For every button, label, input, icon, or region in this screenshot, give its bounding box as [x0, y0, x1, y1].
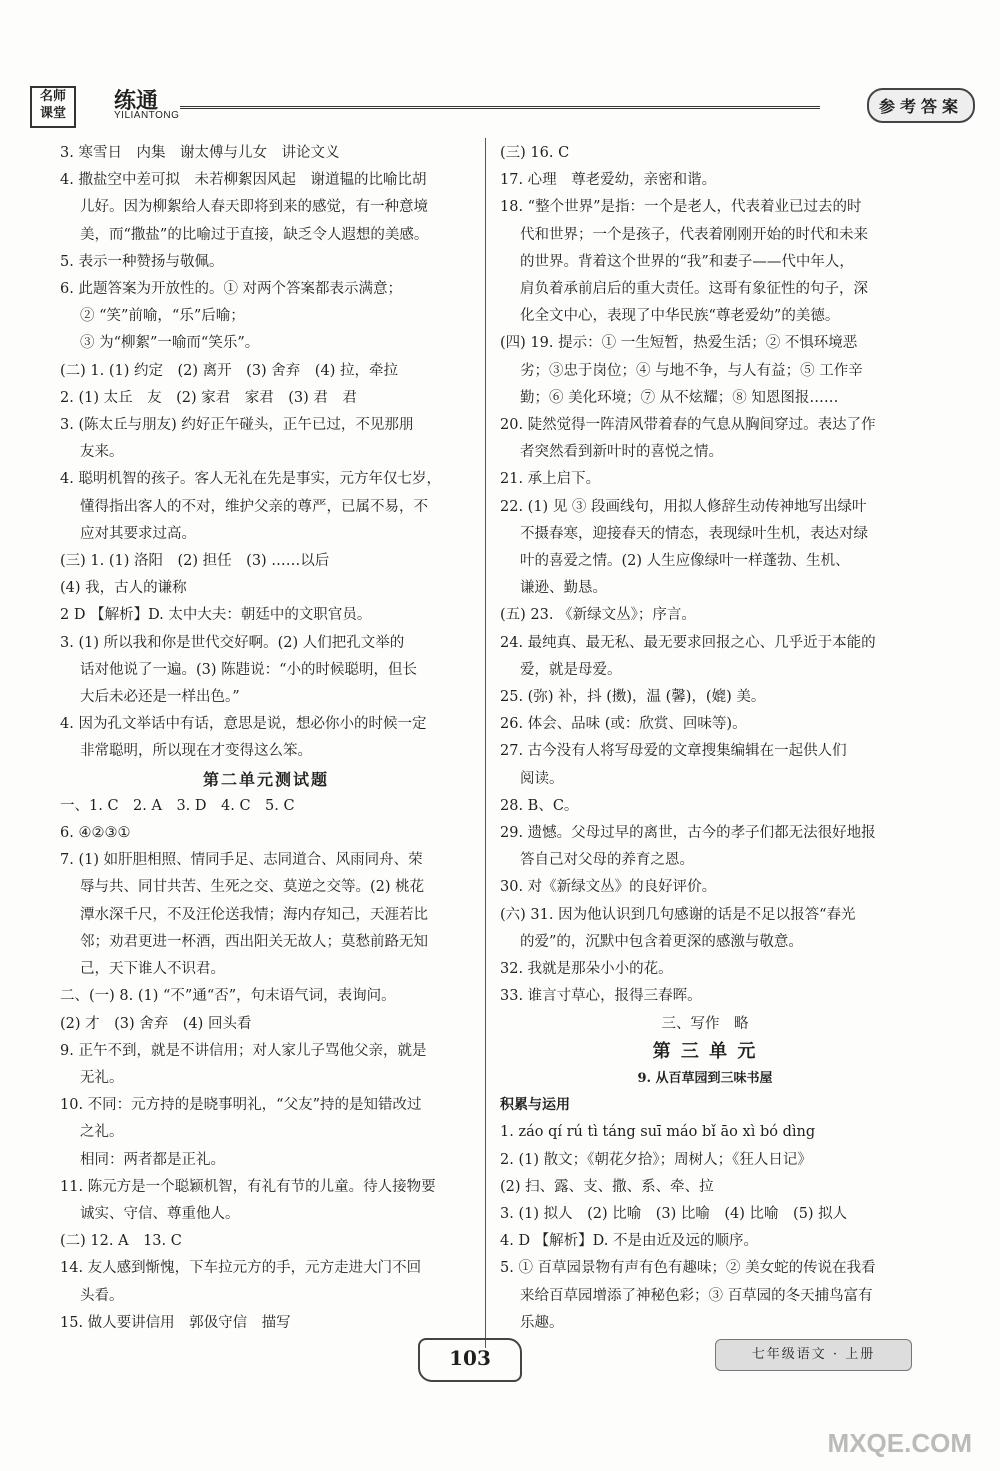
answer-line: 5. ① 百草园景物有声有色有趣味；② 美女蛇的传说在我看: [500, 1260, 876, 1277]
answer-line: 3. (1) 所以我和你是世代交好啊。(2) 人们把孔文举的: [60, 634, 405, 651]
logo-bottom: 课堂: [39, 106, 66, 121]
answer-line: 谦逊、勤恳。: [520, 580, 607, 597]
answer-line: 1. záo qí rú tì táng suī máo bǐ āo xì bó dìng: [500, 1124, 816, 1141]
answer-line: 化全文中心，表现了中华民族“尊老爱幼”的美德。: [520, 308, 840, 325]
answer-line: 2 D 【解析】D. 太中大夫：朝廷中的文职官员。: [60, 607, 372, 624]
answer-line: 3. 寒雪日 内集 谢太傅与儿女 讲论文义: [60, 145, 340, 161]
answer-line: 3. (陈太丘与朋友) 约好正午碰头，正午已过，不见那朋: [60, 417, 414, 434]
answer-line: 大后未必还是一样出色。”: [80, 689, 240, 706]
site-watermark: MXQE.COM: [827, 1428, 972, 1458]
right-answers: [500, 140, 910, 1011]
answer-line: 21. 承上启下。: [500, 471, 601, 488]
answer-line: 肩负着承前启后的重大责任。这哥有象征性的句子，深: [520, 281, 868, 298]
answer-line: 阅读。: [520, 770, 564, 787]
answer-line: 答自己对父母的养育之恩。: [520, 852, 694, 869]
answer-line: (五) 23. 《新绿文丛》；序言。: [500, 607, 696, 624]
answer-line: 4. 聪明机智的孩子。客人无礼在先是事实，元方年仅七岁，: [60, 471, 441, 488]
answer-line: 6. 此题答案为开放性的。① 对两个答案都表示满意；: [60, 281, 403, 298]
answer-badge: 参考答案: [867, 88, 975, 123]
lesson-title: 9. 从百草园到三味书屋: [637, 1070, 773, 1086]
right-column: [500, 140, 910, 1337]
column-divider: [485, 138, 486, 1348]
answer-line: 者突然看到新叶时的喜悦之情。: [520, 444, 723, 461]
left-column: [60, 140, 472, 1337]
unit-three-heading: 第 三 单 元: [652, 1040, 758, 1062]
answer-line: 二、(一) 8. (1) “不”通“否”，句末语气词，表询问。: [60, 988, 396, 1005]
right-lesson-answers: [500, 1119, 910, 1337]
brand-name: 练通: [114, 88, 159, 114]
answer-line: 一、1. C 2. A 3. D 4. C 5. C: [60, 797, 295, 814]
answer-line: 2. (1) 太丘 友 (2) 家君 家君 (3) 君 君: [60, 389, 357, 406]
answer-line: 应对其要求过高。: [80, 525, 196, 542]
answer-line: 10. 不同：元方持的是晓事明礼，“父友”持的是知错改过: [60, 1097, 422, 1114]
answer-line: 7. (1) 如肝胆相照、情同手足、志同道合、风雨同舟、荣: [60, 852, 423, 869]
answer-line: 20. 陡然觉得一阵清风带着春的气息从胸间穿过。表达了作: [500, 417, 876, 434]
section-label: 积累与运用: [500, 1097, 570, 1114]
answer-line: 儿好。因为柳絮给人春天即将到来的感觉，有一种意境: [80, 199, 428, 216]
answer-line: 无礼。: [80, 1069, 124, 1086]
answer-line: 不摄春寒，迎接春天的情态，表现绿叶生机，表达对绿: [520, 525, 868, 542]
answer-line: 友来。: [80, 444, 124, 461]
answer-line: (二) 12. A 13. C: [60, 1233, 182, 1250]
answer-line: 己，天下谁人不识君。: [80, 961, 225, 978]
answer-line: 懂得指出客人的不对，维护父亲的尊严，已属不易，不: [80, 498, 428, 515]
answer-line: 25. (弥) 补，抖 (擞)，温 (馨)，(媲) 美。: [500, 689, 766, 706]
answer-line: 5. 表示一种赞扬与敬佩。: [60, 253, 224, 270]
answer-line: 话对他说了一遍。(3) 陈韪说：“小的时候聪明，但长: [80, 661, 418, 678]
header-rule: [180, 106, 820, 109]
answer-line: 辱与共、同甘共苦、生死之交、莫逆之交等。(2) 桃花: [80, 879, 425, 896]
answer-line: 22. (1) 见 ③ 段画线句，用拟人修辞生动传神地写出绿叶: [500, 498, 867, 515]
answer-line: (2) 才 (3) 舍弃 (4) 回头看: [60, 1015, 252, 1032]
answer-line: 32. 我就是那朵小小的花。: [500, 961, 673, 978]
answer-line: 27. 古今没有人将写母爱的文章搜集编辑在一起供人们: [500, 743, 847, 760]
answer-line: ② “笑”前喻，“乐”后喻；: [80, 308, 245, 325]
page-number: 103: [418, 1338, 522, 1382]
answer-line: 4. 撒盐空中差可拟 未若柳絮因风起 谢道韫的比喻比胡: [60, 172, 427, 189]
answer-line: 9. 正午不到，就是不讲信用；对人家儿子骂他父亲，就是: [60, 1042, 427, 1059]
answer-line: 头看。: [80, 1287, 124, 1304]
answer-line: (三) 1. (1) 洛阳 (2) 担任 (3) ……以后: [60, 553, 330, 570]
answer-line: 15. 做人要讲信用 郭伋守信 描写: [60, 1314, 291, 1331]
answer-line: 非常聪明，所以现在才变得这么笨。: [80, 743, 312, 760]
answer-line: 的世界。背着这个世界的“我”和妻子——代中年人，: [520, 253, 854, 270]
answer-line: 勤；⑥ 美化环境；⑦ 从不炫耀；⑧ 知恩图报……: [520, 389, 839, 406]
logo-mark: [30, 86, 76, 128]
answer-line: (六) 31. 因为他认识到几句感谢的话是不足以报答“春光: [500, 906, 856, 923]
answer-line: (二) 1. (1) 约定 (2) 离开 (3) 舍弃 (4) 拉，牵拉: [60, 362, 398, 379]
answer-line: 18. “整个世界”是指：一个是老人，代表着业已过去的时: [500, 199, 862, 216]
answer-line: 邻；劝君更进一杯酒，西出阳关无故人；莫愁前路无知: [80, 933, 428, 950]
unit-test-heading: 第二单元测试题: [202, 769, 329, 789]
answer-line: 潭水深千尺，不及汪伦送我情；海内存知己，天涯若比: [80, 906, 428, 923]
answer-line: 4. D 【解析】D. 不是由近及远的顺序。: [500, 1233, 759, 1250]
brand-pinyin: YILIANTONG: [114, 110, 180, 121]
answer-line: 11. 陈元方是一个聪颖机智，有礼有节的儿童。待人接物要: [60, 1178, 436, 1195]
answer-line: 26. 体会、品味 (或：欣赏、回味等)。: [500, 716, 747, 733]
answer-line: 2. (1) 散文；《朝花夕拾》；周树人；《狂人日记》: [500, 1151, 812, 1168]
left-answers: [60, 140, 472, 766]
answer-line: 3. (1) 拟人 (2) 比喻 (3) 比喻 (4) 比喻 (5) 拟人: [500, 1205, 848, 1222]
answer-line: 29. 遗憾。父母过早的离世，古今的孝子们都无法很好地报: [500, 825, 876, 842]
answer-line: 的爱”的，沉默中包含着更深的感激与敬意。: [520, 933, 803, 950]
answer-line: (四) 19. 提示：① 一生短暂，热爱生活；② 不惧环境恶: [500, 335, 858, 352]
answer-line: 17. 心理 尊老爱幼，亲密和谐。: [500, 172, 717, 189]
answer-line: 来给百草园增添了神秘色彩；③ 百草园的冬天捕鸟富有: [520, 1287, 873, 1304]
answer-line: (2) 扫、露、支、撒、系、牵、拉: [500, 1178, 714, 1195]
answer-line: 24. 最纯真、最无私、最无要求回报之心、几乎近于本能的: [500, 634, 876, 651]
left-test-answers: [60, 793, 472, 1337]
answer-line: ③ 为“柳絮”一喻而“笑乐”。: [80, 335, 260, 352]
answer-line: 33. 谁言寸草心，报得三春晖。: [500, 988, 702, 1005]
answer-line: (4) 我，古人的谦称: [60, 580, 187, 597]
answer-line: 14. 友人感到惭愧，下车拉元方的手，元方走进大门不回: [60, 1260, 422, 1277]
answer-line: 4. 因为孔文举话中有话，意思是说，想必你小的时候一定: [60, 716, 427, 733]
answer-line: (三) 16. C: [500, 145, 570, 161]
answer-line: 30. 对《新绿文丛》的良好评价。: [500, 879, 717, 896]
answer-line: 代和世界；一个是孩子，代表着刚刚开始的时代和未来: [520, 226, 868, 243]
answer-line: 之礼。: [80, 1124, 124, 1141]
logo-top: 名师: [39, 89, 66, 104]
answer-line: 叶的喜爱之情。(2) 人生应像绿叶一样蓬勃、生机、: [520, 553, 850, 570]
answer-line: 28. B、C。: [500, 797, 579, 814]
answer-line: 美，而“撒盐”的比喻过于直接，缺乏令人遐想的美感。: [80, 226, 429, 243]
page-header: [30, 78, 975, 128]
answer-line: 乐趣。: [520, 1314, 564, 1331]
answer-line: 劣；③忠于岗位；④ 与地不争，与人有益；⑤ 工作辛: [520, 362, 863, 379]
answer-line: 诚实、守信、尊重他人。: [80, 1205, 240, 1222]
grade-tag: 七年级语文 · 上册: [715, 1339, 912, 1371]
writing-note: 三、写作 略: [661, 1015, 749, 1032]
answer-line: 6. ④②③①: [60, 825, 131, 842]
answer-line: 相同：两者都是正礼。: [80, 1151, 225, 1168]
answer-line: 爱，就是母爱。: [520, 661, 622, 678]
